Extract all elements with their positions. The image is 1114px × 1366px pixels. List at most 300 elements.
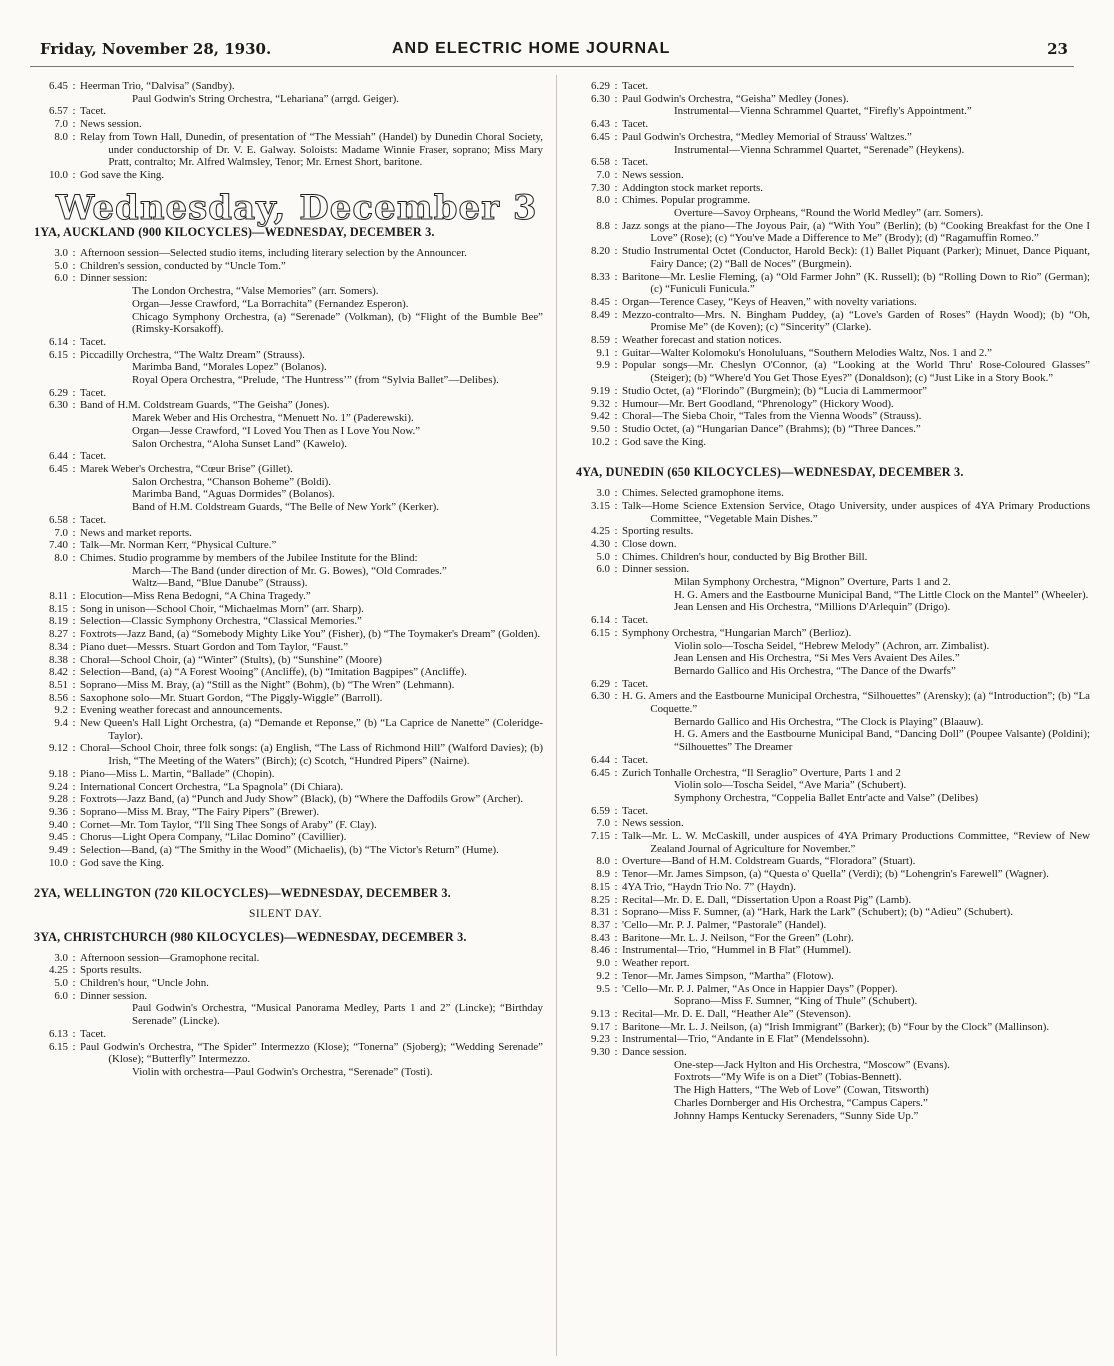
entry-time: 3.15 xyxy=(590,499,610,512)
entry-colon: : xyxy=(72,602,76,615)
entry-time: 8.15 xyxy=(590,880,610,893)
schedule-entry xyxy=(28,336,543,349)
entry-text: Tacet. xyxy=(80,386,107,399)
entry-colon: : xyxy=(614,295,618,308)
entry-time xyxy=(28,425,68,438)
entry-time: 5.0 xyxy=(596,550,610,563)
schedule-entry xyxy=(28,298,543,311)
entry-text: Talk—Mr. Norman Kerr, “Physical Culture.” xyxy=(80,539,277,552)
schedule-entry xyxy=(570,105,1090,118)
schedule-entry xyxy=(28,628,543,641)
schedule-entry xyxy=(570,1097,1090,1110)
entry-colon: : xyxy=(72,691,76,704)
entry-time: 9.2 xyxy=(596,969,610,982)
entry-colon: : xyxy=(614,80,618,92)
entry-colon: : xyxy=(72,793,76,806)
entry-text: Chimes. Studio programme by members of the Jubilee Institute for the Blind: xyxy=(80,551,418,564)
entry-time: 6.29 xyxy=(48,386,68,399)
entry-text: Paul Godwin's String Orchestra, “Lehariana” (arrgd. Geiger). xyxy=(132,92,399,105)
schedule-entry xyxy=(570,1110,1090,1123)
entry-colon xyxy=(68,311,80,336)
entry-colon: : xyxy=(72,386,76,399)
entry-text: Weather report. xyxy=(622,957,690,970)
schedule-entry xyxy=(570,156,1090,169)
entry-text: Dinner session. xyxy=(80,989,148,1002)
entry-text: Talk—Home Science Extension Service, Otago University, under auspices of 4YA Primary Productions Committee, “Vegetable Main Dishes.” xyxy=(622,499,1090,525)
entry-colon: : xyxy=(614,830,618,843)
entry-text: Selection—Classic Symphony Orchestra, “Classical Memories.” xyxy=(80,615,362,628)
entry-time: 9.17 xyxy=(590,1020,610,1033)
entry-time: 6.45 xyxy=(590,766,610,779)
schedule-entry xyxy=(28,666,543,679)
schedule-entry xyxy=(28,577,543,590)
schedule-entry xyxy=(570,983,1090,996)
entry-time: 8.8 xyxy=(596,219,610,232)
schedule-entry xyxy=(570,423,1090,436)
entry-colon xyxy=(610,144,622,157)
entry-time: 6.14 xyxy=(48,335,68,348)
entry-colon: : xyxy=(614,753,618,766)
entry-text: Piccadilly Orchestra, “The Waltz Dream” (Strauss). xyxy=(80,348,305,361)
entry-time xyxy=(28,1066,68,1079)
entry-text: Band of H.M. Coldstream Guards, “The Belle of New York” (Kerker). xyxy=(132,501,439,514)
schedule-entry xyxy=(570,309,1090,334)
entry-colon: : xyxy=(614,397,618,410)
schedule-entry xyxy=(570,271,1090,296)
entry-time: 6.15 xyxy=(48,348,68,361)
entry-text: Foxtrots—Jazz Band, (a) “Somebody Mighty Like You” (Fisher), (b) “The Toymaker's Dream” (Golden). xyxy=(80,628,541,641)
entry-text: The High Hatters, “The Web of Love” (Cowan, Titsworth) xyxy=(674,1084,929,1097)
entry-time: 10.2 xyxy=(590,435,610,448)
entry-time: 6.15 xyxy=(590,626,610,639)
entry-text: Tacet. xyxy=(622,614,649,627)
entry-time xyxy=(570,728,610,753)
entry-colon: : xyxy=(614,1007,618,1020)
entry-time xyxy=(570,1110,610,1123)
entry-text: Baritone—Mr. L. J. Neilson, (a) “Irish Immigrant” (Barker); (b) “Four by the Clock” (Mallinson). xyxy=(622,1020,1050,1033)
schedule-entry xyxy=(570,131,1090,144)
entry-text: Sporting results. xyxy=(622,525,694,538)
schedule-entry xyxy=(570,194,1090,207)
entry-colon xyxy=(610,105,622,118)
entry-text: Humour—Mr. Bert Goodland, “Phrenology” (Hickory Wood). xyxy=(622,397,894,410)
entry-time xyxy=(570,1071,610,1084)
entry-text: Instrumental—Trio, “Andante in E Flat” (Mendelssohn). xyxy=(622,1033,870,1046)
entry-text: Soprano—Miss M. Bray, “The Fairy Pipers” (Brewer). xyxy=(80,805,320,818)
entry-text: Tacet. xyxy=(80,450,107,463)
entry-text: Tacet. xyxy=(80,105,107,118)
entry-time: 6.0 xyxy=(54,272,68,285)
entry-time: 8.19 xyxy=(48,615,68,628)
entry-text: Tacet. xyxy=(622,804,649,817)
entry-time: 6.59 xyxy=(590,804,610,817)
schedule-entry xyxy=(28,425,543,438)
entry-colon: : xyxy=(72,130,76,143)
entry-time: 6.45 xyxy=(48,80,68,92)
entry-colon: : xyxy=(72,259,76,272)
entry-text: Chorus—Light Opera Company, “Lilac Domino” (Cavillier). xyxy=(80,831,347,844)
schedule-entry xyxy=(28,311,543,336)
schedule-entry xyxy=(570,169,1090,182)
entry-text: Symphony Orchestra, “Coppelia Ballet Entr'acte and Valse” (Delibes) xyxy=(674,791,979,804)
entry-colon xyxy=(68,577,80,590)
page-number: 23 xyxy=(1047,40,1068,58)
entry-colon: : xyxy=(614,817,618,830)
entry-time xyxy=(570,1059,610,1072)
entry-text: Soprano—Miss F. Sumner, “King of Thule” (Schubert). xyxy=(674,995,918,1008)
entry-colon xyxy=(610,716,622,729)
schedule-entry xyxy=(570,576,1090,589)
entry-time: 6.45 xyxy=(590,130,610,143)
entry-text: Salon Orchestra, “Chanson Boheme” (Boldi). xyxy=(132,475,332,488)
entry-colon: : xyxy=(72,335,76,348)
entry-time: 8.0 xyxy=(596,194,610,207)
entry-colon xyxy=(68,488,80,501)
entry-time: 7.15 xyxy=(590,830,610,843)
entry-colon: : xyxy=(614,499,618,512)
entry-colon: : xyxy=(72,272,76,285)
entry-colon: : xyxy=(614,804,618,817)
entry-time: 6.13 xyxy=(48,1027,68,1040)
schedule-entry xyxy=(28,272,543,285)
entry-text: Selection—Band, (a) “A Forest Wooing” (Ancliffe), (b) “Imitation Bagpipes” (Ancliffe). xyxy=(80,666,467,679)
entry-text: Recital—Mr. D. E. Dall, “Heather Ale” (Stevenson). xyxy=(622,1007,851,1020)
schedule-entry xyxy=(570,728,1090,753)
schedule-entry xyxy=(28,717,543,742)
entry-text: Bernardo Gallico and His Orchestra, “The Dance of the Dwarfs” xyxy=(674,664,956,677)
entry-text: Marimba Band, “Morales Lopez” (Bolanos). xyxy=(132,361,327,374)
entry-time: 9.9 xyxy=(596,359,610,372)
entry-colon: : xyxy=(72,539,76,552)
entry-colon xyxy=(68,361,80,374)
entry-time xyxy=(570,1084,610,1097)
entry-time xyxy=(28,285,68,298)
entry-text: Baritone—Mr. Leslie Fleming, (a) “Old Farmer John” (K. Russell); (b) “Rolling Down to Rio” (German); (c) “Funiculi Funicula.” xyxy=(622,270,1090,296)
schedule-entry xyxy=(570,1021,1090,1034)
entry-time: 7.0 xyxy=(54,118,68,131)
entry-time: 8.42 xyxy=(48,666,68,679)
entry-colon: : xyxy=(614,1033,618,1046)
entry-colon: : xyxy=(72,977,76,989)
entry-colon: : xyxy=(614,537,618,550)
entry-colon: : xyxy=(614,563,618,576)
entry-colon: : xyxy=(72,717,76,730)
schedule-entry xyxy=(570,932,1090,945)
schedule-entry xyxy=(28,704,543,717)
entry-text: Saxophone solo—Mr. Stuart Gordon, “The Piggly-Wiggle” (Barroll). xyxy=(80,691,383,704)
schedule-entry xyxy=(570,881,1090,894)
schedule-entry xyxy=(570,500,1090,525)
entry-colon: : xyxy=(614,410,618,423)
entry-time: 6.0 xyxy=(54,989,68,1002)
entry-time: 9.0 xyxy=(596,957,610,970)
entry-colon: : xyxy=(614,868,618,881)
entry-time: 9.5 xyxy=(596,982,610,995)
entry-time: 8.59 xyxy=(590,334,610,347)
entry-time: 9.18 xyxy=(48,767,68,780)
entry-text: Marimba Band, “Aguas Dormides” (Bolanos). xyxy=(132,488,335,501)
schedule-entry xyxy=(28,590,543,603)
entry-text: Tenor—Mr. James Simpson, “Martha” (Flotow). xyxy=(622,969,834,982)
entry-time: 8.0 xyxy=(54,551,68,564)
schedule-entry xyxy=(28,169,543,182)
entry-colon: : xyxy=(614,384,618,397)
entry-time: 8.15 xyxy=(48,602,68,615)
entry-colon: : xyxy=(614,245,618,258)
schedule-entry xyxy=(570,334,1090,347)
entry-text: News session. xyxy=(622,168,684,181)
schedule-entry xyxy=(570,614,1090,627)
schedule-entry xyxy=(28,819,543,832)
schedule-entry xyxy=(28,768,543,781)
entry-text: Baritone—Mr. L. J. Neilson, “For the Green” (Lohr). xyxy=(622,931,854,944)
day-title: Wednesday, December 3 xyxy=(56,187,538,228)
entry-text: Overture—Band of H.M. Coldstream Guards, “Floradora” (Stuart). xyxy=(622,855,916,868)
entry-text: Chimes. Popular programme. xyxy=(622,194,751,207)
entry-time: 10.0 xyxy=(48,168,68,181)
entry-colon xyxy=(68,285,80,298)
entry-colon: : xyxy=(72,704,76,717)
entry-text: Dinner session. xyxy=(622,563,690,576)
entry-colon: : xyxy=(614,550,618,563)
entry-text: Tacet. xyxy=(80,335,107,348)
entry-time: 9.24 xyxy=(48,780,68,793)
entry-time: 6.14 xyxy=(590,614,610,627)
schedule-entry xyxy=(570,970,1090,983)
entry-text: Band of H.M. Coldstream Guards, “The Geisha” (Jones). xyxy=(80,399,330,412)
entry-colon: : xyxy=(614,130,618,143)
entry-text: Soprano—Miss F. Sumner, (a) “Hark, Hark the Lark” (Schubert); (b) “Adieu” (Schubert). xyxy=(622,906,1013,919)
entry-colon: : xyxy=(614,156,618,169)
continued-listings xyxy=(28,80,543,182)
entry-colon: : xyxy=(614,359,618,372)
schedule-entry xyxy=(28,964,543,977)
schedule-entry xyxy=(28,615,543,628)
entry-colon xyxy=(68,412,80,425)
schedule-entry xyxy=(28,514,543,527)
entry-colon xyxy=(610,640,622,653)
entry-time: 6.45 xyxy=(48,462,68,475)
schedule-entry xyxy=(570,538,1090,551)
entry-colon: : xyxy=(614,270,618,283)
entry-time xyxy=(570,716,610,729)
entry-time: 9.32 xyxy=(590,397,610,410)
entry-colon xyxy=(610,1097,622,1110)
entry-time xyxy=(28,374,68,387)
entry-text: Heerman Trio, “Dalvisa” (Sandby). xyxy=(80,80,235,92)
entry-colon: : xyxy=(614,525,618,538)
entry-colon xyxy=(68,298,80,311)
entry-time: 3.0 xyxy=(54,247,68,260)
entry-text: Jean Lensen and His Orchestra, “Si Mes Vers Avaient Des Ailes.” xyxy=(674,652,960,665)
header-rule xyxy=(30,66,1074,67)
entry-time: 9.12 xyxy=(48,742,68,755)
entry-time xyxy=(28,1002,68,1027)
entry-text: Symphony Orchestra, “Hungarian March” (Berlioz). xyxy=(622,626,852,639)
entry-time: 8.51 xyxy=(48,678,68,691)
silent-day-note: SILENT DAY. xyxy=(248,908,323,921)
entry-text: Relay from Town Hall, Dunedin, of presentation of “The Messiah” (Handel) by Dunedin Choral Society, under conductorship of Dr. V. E. Galway. Soloists: Madame Winnie Fraser, soprano; Miss Mary Pratt, contralto; Mr. Alfred Walmsley, Tenor; Mr. Ernest Short, baritone. xyxy=(80,130,543,169)
entry-time: 6.43 xyxy=(590,118,610,131)
entry-text: Paul Godwin's Orchestra, “Medley Memorial of Strauss' Waltzes.” xyxy=(622,130,912,143)
entry-colon xyxy=(68,565,80,578)
entry-text: Afternoon session—Selected studio items, including literary selection by the Announcer. xyxy=(80,247,467,260)
entry-text: Tacet. xyxy=(80,1027,107,1040)
entry-colon xyxy=(68,476,80,489)
schedule-entry xyxy=(570,779,1090,792)
entry-colon: : xyxy=(72,513,76,526)
entry-time: 9.1 xyxy=(596,346,610,359)
entry-colon: : xyxy=(614,766,618,779)
entry-colon: : xyxy=(614,92,618,105)
entry-time: 8.43 xyxy=(590,931,610,944)
entry-time: 9.2 xyxy=(54,704,68,717)
entry-colon: : xyxy=(72,399,76,412)
schedule-entry xyxy=(28,641,543,654)
entry-colon xyxy=(610,1071,622,1084)
schedule-entry xyxy=(570,894,1090,907)
entry-colon: : xyxy=(72,666,76,679)
entry-text: Studio Octet, (a) “Hungarian Dance” (Brahms); (b) “Three Dances.” xyxy=(622,422,921,435)
page-header xyxy=(40,40,1068,64)
entry-time xyxy=(570,652,610,665)
entry-time xyxy=(570,640,610,653)
entry-time: 8.56 xyxy=(48,691,68,704)
schedule-entry xyxy=(570,487,1090,500)
entry-colon xyxy=(610,792,622,805)
entry-time xyxy=(570,1097,610,1110)
entry-text: Chimes. Selected gramophone items. xyxy=(622,487,784,500)
listings-3ya-part1 xyxy=(28,952,543,1079)
schedule-entry xyxy=(570,716,1090,729)
schedule-entry xyxy=(28,438,543,451)
entry-colon xyxy=(610,576,622,589)
entry-time: 9.49 xyxy=(48,844,68,857)
schedule-entry xyxy=(28,857,543,870)
entry-colon: : xyxy=(614,982,618,995)
entry-colon: : xyxy=(72,118,76,131)
journal-title: AND ELECTRIC HOME JOURNAL xyxy=(392,40,671,57)
entry-text: 'Cello—Mr. P. J. Palmer, “As Once in Happier Days” (Popper). xyxy=(622,982,898,995)
entry-text: Mezzo-contralto—Mrs. N. Bingham Puddey, (a) “Love's Garden of Roses” (Haydn Wood); (b) “Oh, Promise Me” (de Koven); (c) “Sincerity” (Clarke). xyxy=(622,308,1090,334)
entry-colon: : xyxy=(72,780,76,793)
schedule-entry xyxy=(570,118,1090,131)
schedule-entry xyxy=(28,692,543,705)
entry-colon: : xyxy=(72,831,76,844)
entry-time: 9.30 xyxy=(590,1046,610,1059)
entry-text: Selection—Band, (a) “The Smithy in the Wood” (Michaelis), (b) “The Victor's Return” (Hume). xyxy=(80,844,499,857)
entry-text: 'Cello—Mr. P. J. Palmer, “Pastorale” (Handel). xyxy=(622,919,827,931)
entry-text: Addington stock market reports. xyxy=(622,181,763,194)
entry-text: Paul Godwin's Orchestra, “Musical Panorama Medley, Parts 1 and 2” (Lincke); “Birthday Serenade” (Lincke). xyxy=(132,1002,543,1028)
entry-text: Organ—Terence Casey, “Keys of Heaven,” with novelty variations. xyxy=(622,295,917,308)
entry-text: Johnny Hamps Kentucky Serenaders, “Sunny Side Up.” xyxy=(674,1109,919,1122)
entry-colon: : xyxy=(72,640,76,653)
schedule-entry xyxy=(570,1033,1090,1046)
entry-time: 8.20 xyxy=(590,245,610,258)
entry-time: 7.0 xyxy=(596,817,610,830)
entry-colon: : xyxy=(72,653,76,666)
entry-time: 3.0 xyxy=(54,951,68,964)
entry-time: 8.11 xyxy=(49,590,68,603)
schedule-entry xyxy=(28,488,543,501)
entry-text: 4YA Trio, “Haydn Trio No. 7” (Haydn). xyxy=(622,880,796,893)
schedule-entry xyxy=(570,359,1090,384)
entry-time xyxy=(28,311,68,336)
entry-colon: : xyxy=(614,690,618,703)
entry-text: Choral—The Sieba Choir, “Tales from the Vienna Woods” (Strauss). xyxy=(622,410,922,423)
schedule-entry xyxy=(570,1084,1090,1097)
entry-text: Salon Orchestra, “Aloha Sunset Land” (Kawelo). xyxy=(132,437,348,450)
entry-colon: : xyxy=(72,964,76,977)
entry-time: 9.4 xyxy=(54,717,68,730)
entry-text: Popular songs—Mr. Cheslyn O'Connor, (a) “Looking at the World Thru' Rose-Coloured Glasses” (Steiger); (b) “Where'd You Get Those Eyes?” (Donaldson); (c) “Just Like in a Story Book.” xyxy=(622,359,1090,385)
entry-colon: : xyxy=(72,1040,76,1053)
entry-time xyxy=(570,144,610,157)
entry-text: God save the King. xyxy=(80,856,165,869)
entry-text: Organ—Jesse Crawford, “I Loved You Then as I Love You Now.” xyxy=(132,424,421,437)
entry-colon: : xyxy=(72,526,76,539)
entry-time: 9.42 xyxy=(590,410,610,423)
entry-text: Tacet. xyxy=(622,118,649,131)
entry-colon xyxy=(610,779,622,792)
entry-text: Soprano—Miss M. Bray, (a) “Still as the Night” (Bohm), (b) “The Wren” (Lehmann). xyxy=(80,678,455,691)
entry-text: Children's session, conducted by “Uncle Tom.” xyxy=(80,259,286,272)
entry-text: Jazz songs at the piano—The Joyous Pair, (a) “With You” (Berlin); (b) “Cooking Breakfast for the One I Love” (Rose); (c) “You've Made a Difference to Me” (Brody); (d) “Ragamuffin Romeo.” xyxy=(622,219,1090,245)
station-heading-1ya: 1YA, AUCKLAND (900 KILOCYCLES)—WEDNESDAY, DECEMBER 3. xyxy=(34,225,435,240)
entry-time: 7.0 xyxy=(596,168,610,181)
schedule-entry xyxy=(28,806,543,819)
entry-colon: : xyxy=(614,944,618,957)
entry-text: Charles Dornberger and His Orchestra, “Campus Capers.” xyxy=(674,1096,928,1109)
schedule-entry xyxy=(28,654,543,667)
schedule-entry xyxy=(570,792,1090,805)
entry-colon: : xyxy=(614,614,618,627)
entry-time: 8.0 xyxy=(596,855,610,868)
entry-colon: : xyxy=(614,893,618,906)
entry-time: 8.33 xyxy=(590,270,610,283)
entry-time xyxy=(28,577,68,590)
schedule-entry xyxy=(570,601,1090,614)
entry-text: News session. xyxy=(80,118,142,131)
entry-text: Instrumental—Trio, “Hummel in B Flat” (Hummel). xyxy=(622,944,852,957)
entry-text: Close down. xyxy=(622,537,677,550)
entry-time: 9.40 xyxy=(48,818,68,831)
entry-colon: : xyxy=(614,181,618,194)
entry-time: 8.9 xyxy=(596,868,610,881)
listings-4ya xyxy=(570,487,1090,1122)
schedule-entry xyxy=(570,830,1090,855)
schedule-entry xyxy=(28,105,543,118)
entry-text: Studio Instrumental Octet (Conductor, Harold Beck): (1) Ballet Piquant (Parker); Minuet, Dance Piquant, Fairy Dance; (2) “Ball de Noces” (Burgmein). xyxy=(622,245,1090,270)
entry-time xyxy=(570,207,610,220)
entry-time: 9.19 xyxy=(590,384,610,397)
entry-text: Royal Opera Orchestra, “Prelude, ‘The Huntress’” (from “Sylvia Ballet”—Delibes). xyxy=(132,374,499,387)
entry-text: Studio Octet, (a) “Florindo” (Burgmein); (b) “Lucia di Lammermoor” xyxy=(622,384,927,397)
schedule-entry xyxy=(28,412,543,425)
schedule-entry xyxy=(28,793,543,806)
schedule-entry xyxy=(570,678,1090,691)
entry-time: 10.0 xyxy=(48,856,68,869)
entry-time: 6.44 xyxy=(590,753,610,766)
schedule-entry xyxy=(570,245,1090,270)
listings-1ya xyxy=(28,247,543,869)
entry-colon: : xyxy=(614,435,618,448)
schedule-entry xyxy=(28,374,543,387)
entry-text: H. G. Amers and the Eastbourne Municipal Band, “Dancing Doll” (Poupee Valsante) (Poldini); “Silhouettes” The Dreamer xyxy=(674,728,1090,754)
entry-text: H. G. Amers and the Eastbourne Municipal Orchestra, “Silhouettes” (Arensky); (a) “Introduction”; (b) “La Coquette.” xyxy=(622,690,1090,716)
entry-text: Organ—Jesse Crawford, “La Borrachita” (Fernandez Esperon). xyxy=(132,297,409,310)
